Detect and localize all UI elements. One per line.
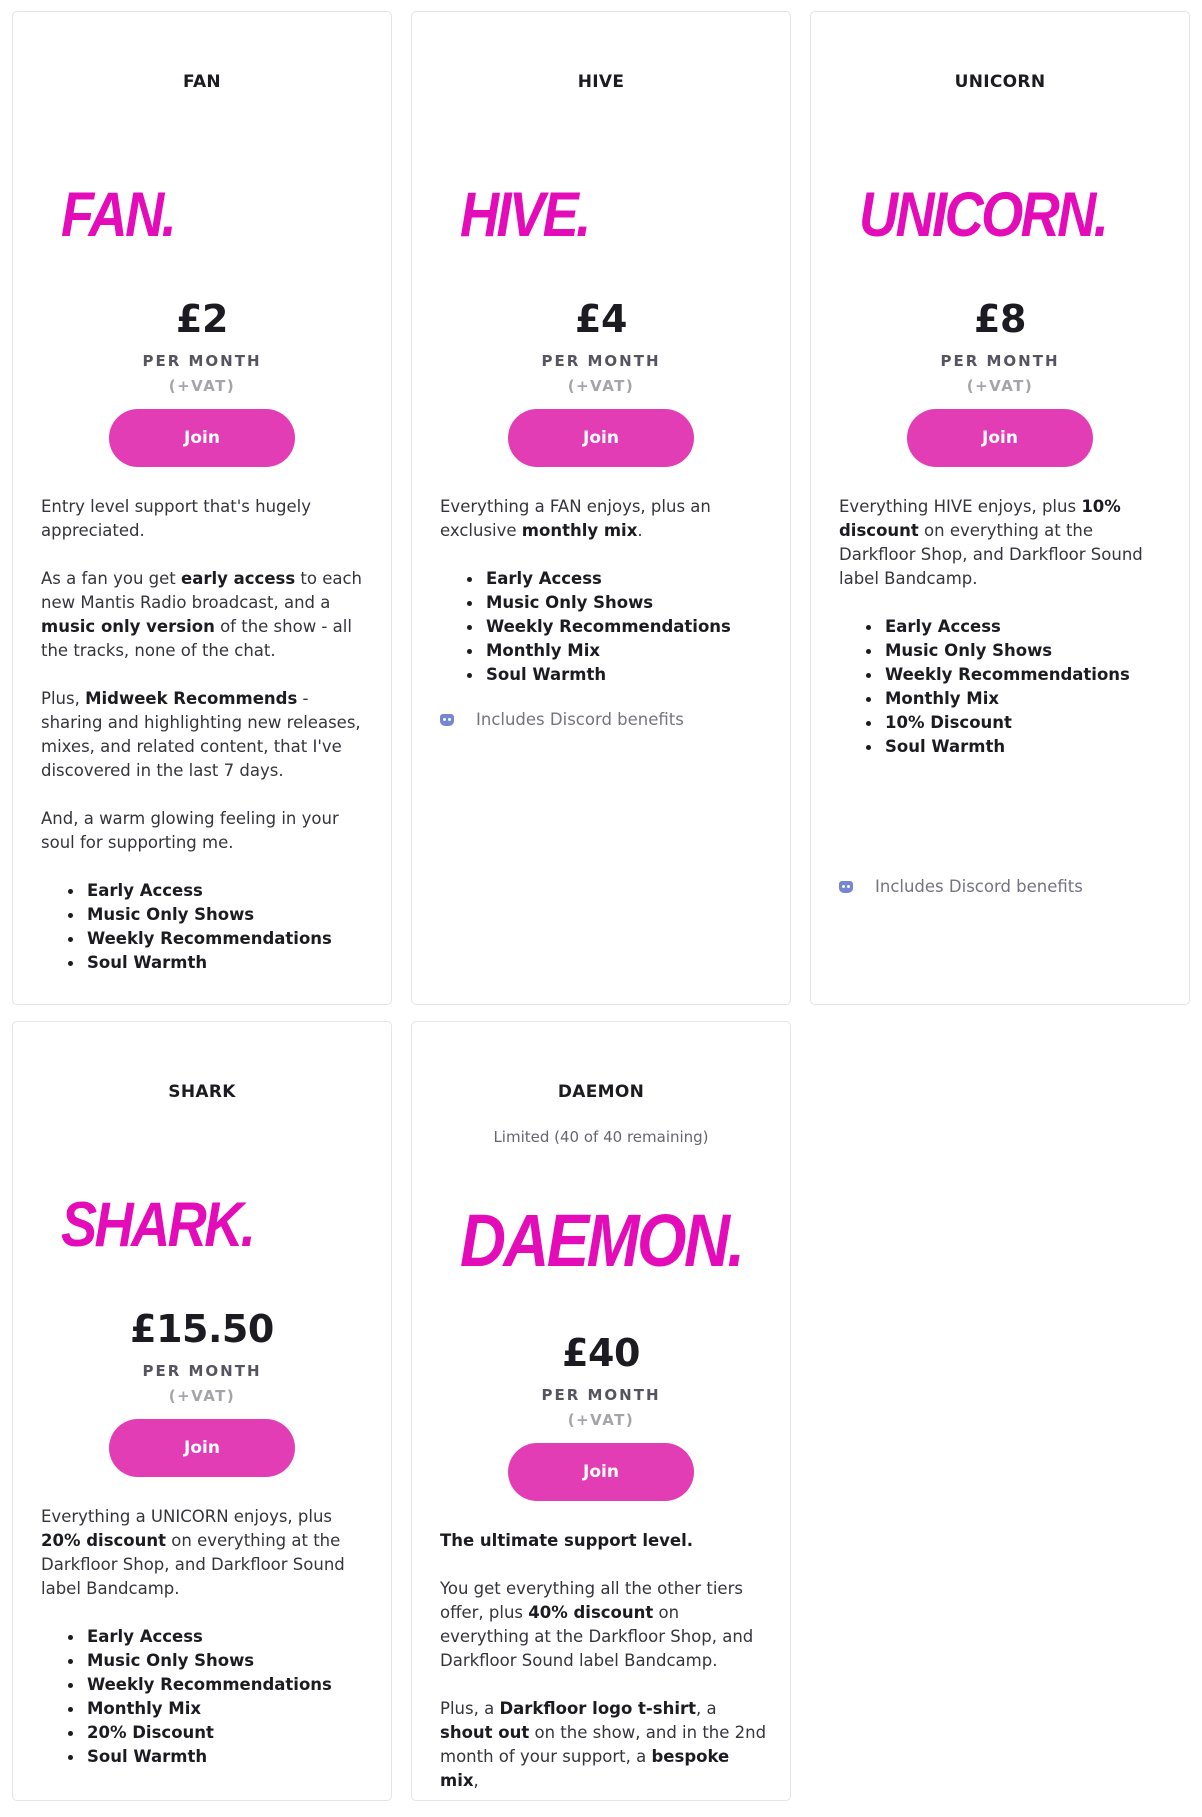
tier-card-fan	[12, 11, 392, 1005]
description-paragraph: Everything a FAN enjoys, plus an exclusive monthly mix.	[440, 497, 711, 540]
benefit-item: Early Access	[59, 1625, 369, 1649]
highlight-text: shout out	[440, 1723, 530, 1742]
highlight-text: The ultimate support level.	[440, 1531, 694, 1550]
benefit-item: Music Only Shows	[857, 639, 1167, 663]
price: £2	[176, 297, 228, 341]
price: £4	[575, 297, 627, 341]
tier-name: FAN	[183, 72, 221, 92]
benefit-item: Weekly Recommendations	[59, 1673, 369, 1697]
description-paragraph: Everything HIVE enjoys, plus 10% discount on everything at the Darkfloor Shop, and Darkfloor Sound label Bandcamp.	[839, 497, 1143, 588]
benefit-item: Weekly Recommendations	[458, 615, 768, 639]
tier-card-daemon	[411, 1021, 791, 1801]
benefits-list	[41, 1625, 369, 1769]
price: £8	[974, 297, 1026, 341]
benefit-item: Music Only Shows	[59, 1649, 369, 1673]
benefit-item: Weekly Recommendations	[59, 927, 369, 951]
benefit-item: 20% Discount	[59, 1721, 369, 1745]
tier-description	[41, 1505, 369, 1793]
vat-label: (+VAT)	[168, 377, 236, 395]
description-paragraph: Plus, a Darkfloor logo t-shirt, a shout out on the show, and in the 2nd month of your support, a bespoke mix,	[440, 1699, 767, 1790]
per-month-label: PER MONTH	[541, 352, 661, 370]
highlight-text: music only version	[41, 617, 215, 636]
highlight-text: Midweek Recommends	[85, 689, 298, 708]
tier-card-hive	[411, 11, 791, 1005]
tier-logo: UNICORN.	[859, 180, 1107, 250]
benefits-list	[839, 615, 1167, 759]
discord-icon	[440, 714, 454, 726]
discord-benefits-label: Includes Discord benefits	[875, 877, 1083, 896]
benefit-item: Soul Warmth	[857, 735, 1167, 759]
price: £15.50	[130, 1307, 274, 1351]
join-button[interactable]: Join	[907, 409, 1093, 467]
price-block	[13, 299, 391, 395]
vat-label: (+VAT)	[567, 1411, 635, 1429]
per-month-label: PER MONTH	[142, 352, 262, 370]
join-button[interactable]: Join	[109, 409, 295, 467]
description-paragraph: You get everything all the other tiers offer, plus 40% discount on everything at the Darkfloor Shop, and Darkfloor Sound label Bandcamp.	[440, 1579, 754, 1670]
benefits-list	[41, 879, 369, 975]
description-paragraph: Everything a UNICORN enjoys, plus 20% discount on everything at the Darkfloor Shop, and Darkfloor Sound label Bandcamp.	[41, 1507, 345, 1598]
highlight-text: 40% discount	[528, 1603, 654, 1622]
vat-label: (+VAT)	[567, 377, 635, 395]
benefit-item: Monthly Mix	[857, 687, 1167, 711]
description-paragraph: And, a warm glowing feeling in your soul for supporting me.	[41, 809, 339, 852]
benefit-item: Music Only Shows	[458, 591, 768, 615]
description-paragraph: Entry level support that's hugely appreciated.	[41, 497, 311, 540]
highlight-text: 20% discount	[41, 1531, 167, 1550]
benefit-item: Weekly Recommendations	[857, 663, 1167, 687]
price-block	[412, 1333, 790, 1429]
limited-availability: Limited (40 of 40 remaining)	[493, 1128, 709, 1146]
price: £40	[562, 1331, 640, 1375]
price-block	[811, 299, 1189, 395]
benefit-item: Early Access	[458, 567, 768, 591]
tier-logo: FAN.	[61, 180, 175, 250]
benefit-item: Monthly Mix	[59, 1697, 369, 1721]
benefit-item: Soul Warmth	[59, 1745, 369, 1769]
per-month-label: PER MONTH	[940, 352, 1060, 370]
tier-description	[839, 495, 1167, 783]
benefit-item: 10% Discount	[857, 711, 1167, 735]
join-button[interactable]: Join	[508, 1443, 694, 1501]
discord-benefits-note	[839, 877, 1083, 896]
benefit-item: Music Only Shows	[59, 903, 369, 927]
tier-logo: DAEMON.	[460, 1199, 743, 1282]
benefit-item: Soul Warmth	[59, 951, 369, 975]
vat-label: (+VAT)	[168, 1387, 236, 1405]
highlight-text: early access	[181, 569, 296, 588]
tier-description	[440, 495, 768, 711]
discord-benefits-label: Includes Discord benefits	[476, 710, 684, 729]
highlight-text: monthly mix	[521, 521, 638, 540]
description-paragraph: Plus, Midweek Recommends - sharing and highlighting new releases, mixes, and related content, that I've discovered in the last 7 days.	[41, 689, 361, 780]
discord-benefits-note	[440, 710, 684, 729]
tier-card-shark	[12, 1021, 392, 1801]
benefit-item: Monthly Mix	[458, 639, 768, 663]
tier-name: SHARK	[168, 1082, 236, 1102]
tier-name: UNICORN	[954, 72, 1046, 92]
benefits-list	[440, 567, 768, 687]
description-paragraph: As a fan you get early access to each new Mantis Radio broadcast, and a music only version of the show - all the tracks, none of the chat.	[41, 569, 363, 660]
highlight-text: Darkfloor logo t-shirt	[499, 1699, 697, 1718]
discord-icon	[839, 881, 853, 893]
tier-description	[41, 495, 369, 999]
join-button[interactable]: Join	[508, 409, 694, 467]
join-button[interactable]: Join	[109, 1419, 295, 1477]
price-block	[412, 299, 790, 395]
tier-logo: SHARK.	[61, 1190, 254, 1260]
benefit-item: Early Access	[59, 879, 369, 903]
tier-logo: HIVE.	[460, 180, 589, 250]
description-paragraph	[440, 1529, 768, 1553]
price-block	[13, 1309, 391, 1405]
highlight-text: bespoke mix	[440, 1747, 730, 1790]
tier-description	[440, 1529, 768, 1817]
benefit-item: Soul Warmth	[458, 663, 768, 687]
per-month-label: PER MONTH	[541, 1386, 661, 1404]
tier-name: HIVE	[577, 72, 625, 92]
tier-card-unicorn	[810, 11, 1190, 1005]
per-month-label: PER MONTH	[142, 1362, 262, 1380]
benefit-item: Early Access	[857, 615, 1167, 639]
tier-name: DAEMON	[557, 1082, 645, 1102]
highlight-text: 10% discount	[839, 497, 1121, 540]
vat-label: (+VAT)	[966, 377, 1034, 395]
